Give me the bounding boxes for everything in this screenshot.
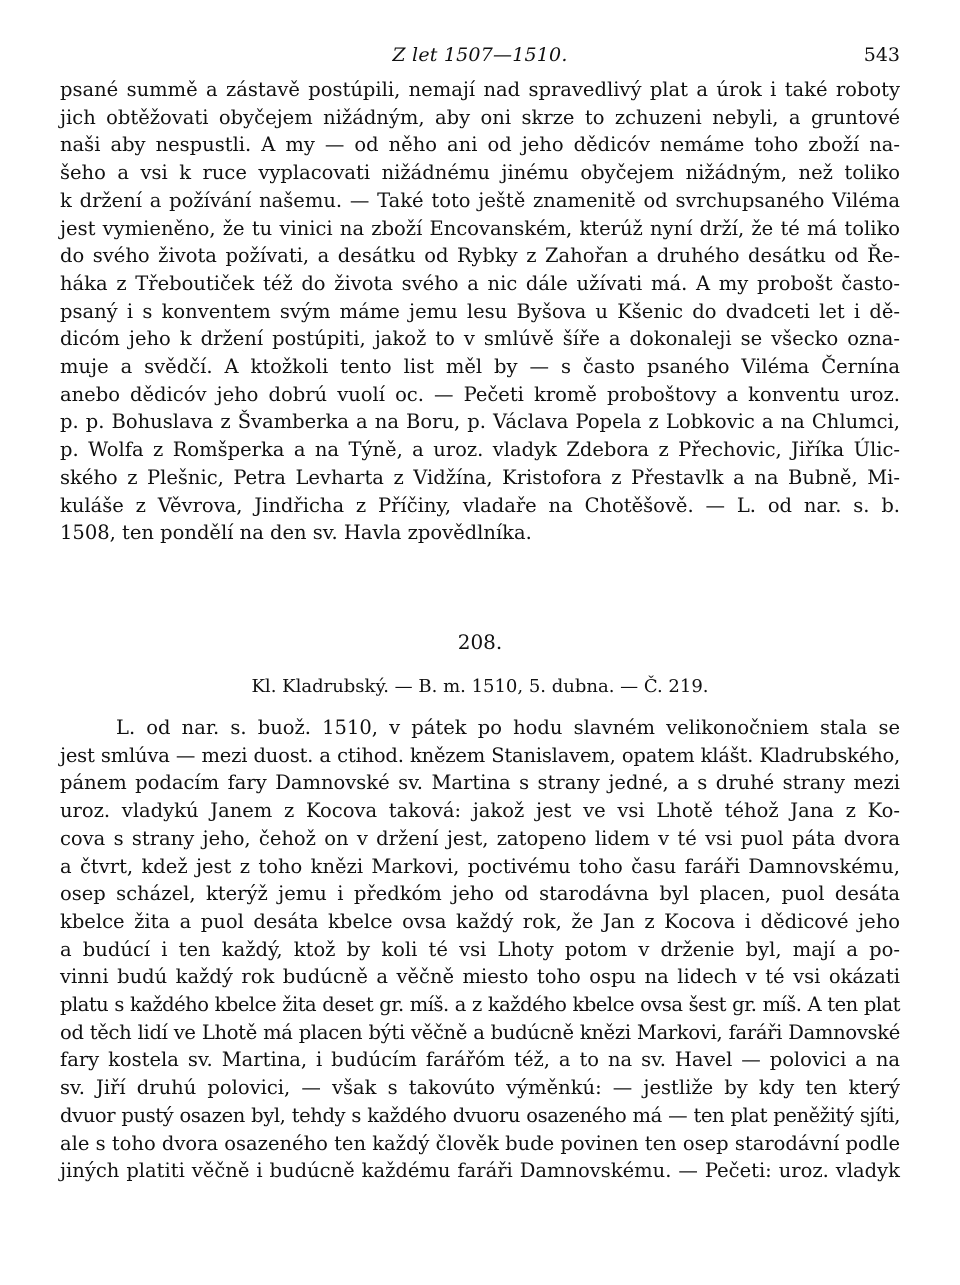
text-line: ale s toho dvora osazeného ten každý člověk bude povinen ten osep starodávní podle (60, 1131, 900, 1155)
text-line: muje a svědčí. A ktožkoli tento list měl by — s často psaného Viléma Černína (60, 355, 900, 379)
text-line: kbelce žita a puol desáta kbelce ovsa každý rok, že Jan z Kocova i dědicové jeho (60, 909, 900, 933)
text-line: sv. Jiří druhú polovici, — však s takovúto výměnkú: — jestliže by kdy ten který (60, 1076, 900, 1100)
text-line: jest vymieněno, že tu vinici na zboží Encovanském, kterúž nyní drží, že té má toliko (60, 216, 900, 240)
text-line: jiných platiti věčně i budúcně každému faráři Damnovskému. — Pečeti: uroz. vladyk (60, 1159, 900, 1183)
document-regest: Kl. Kladrubský. — B. m. 1510, 5. dubna. — Č. 219. (251, 676, 709, 697)
text-line: jich obtěžovati obyčejem nižádným, aby oni skrze to zchuzeni nebyli, a gruntové (60, 105, 900, 129)
text-line: anebo dědicóv jeho dobrú vuolí oc. — Pečeti kromě proboštovy a konventu uroz. (60, 382, 900, 406)
text-line: fary kostela sv. Martina, i budúcím farářóm též, a to na sv. Havel — polovici a na (60, 1048, 900, 1072)
text-line: uroz. vladykú Janem z Kocova taková: jakož jest ve vsi Lhotě téhož Jana z Ko- (60, 799, 900, 823)
text-line: a budúcí i ten každý, ktož by koli té vsi Lhoty potom v drženie byl, mají a po- (60, 937, 900, 961)
text-line: k držení a požívání našemu. — Také toto ještě znamenitě od svrchupsaného Viléma (60, 188, 900, 212)
text-line: dicóm jeho k držení postúpiti, jakož to v smlúvě šíře a dokonaleji se všecko ozna- (60, 327, 900, 351)
text-line: osep scházel, kterýž jemu i předkóm jeho od starodávna byl placen, puol desáta (60, 882, 900, 906)
text-line: vinni budú každý rok budúcně a věčně miesto toho ospu na lidech v té vsi okázati (60, 965, 900, 989)
text-line: kuláše z Věvrova, Jindřicha z Příčiny, vladaře na Chotěšově. — L. od nar. s. b. (60, 493, 900, 517)
text-line: platu s každého kbelce žita deset gr. míš. a z každého kbelce ovsa šest gr. míš. A ten plat (60, 993, 900, 1017)
text-line: háka z Třeboutiček též do života svého a nic dále užívati má. A my probošt často- (60, 271, 900, 295)
text-line: p. p. Bohuslava z Švamberka a na Boru, p. Václava Popela z Lobkovic a na Chlumci, (60, 410, 900, 434)
running-title: Z let 1507—1510. (392, 44, 568, 66)
text-line: od těch lidí ve Lhotě má placen býti věčně a budúcně knězi Markovi, faráři Damnovské (60, 1020, 900, 1044)
text-line: ského z Plešnic, Petra Levharta z Vidžína, Kristofora z Přestavlk a na Bubně, Mi- (60, 465, 900, 489)
text-line: a čtvrt, kdež jest z toho knězi Markovi, poctivému toho času faráři Damnovskému, (60, 854, 900, 878)
text-line: L. od nar. s. buož. 1510, v pátek po hodu slavném velikonočniem stala se (116, 716, 900, 739)
text-line: psaný i s konventem svým máme jemu lesu Byšova u Kšenic do dvadceti let i dě- (60, 299, 900, 323)
document-text (60, 714, 900, 1185)
text-line: jest smlúva — mezi duost. a ctihod. knězem Stanislavem, opatem klášt. Kladrubského, (60, 743, 900, 767)
text-line: p. Wolfa z Romšperka a na Týně, a uroz. vladyk Zdebora z Přechovic, Jiříka Úlic- (60, 438, 900, 462)
page-number: 543 (863, 44, 900, 66)
text-line: šeho a vsi k ruce vyplacovati nižádnému jinému obyčejem nižádným, než toliko (60, 161, 900, 185)
page-header (60, 44, 900, 74)
text-line: pánem podacím fary Damnovské sv. Martina s strany jedné, a s druhé strany mezi (60, 771, 900, 795)
paragraph-continuation (60, 76, 900, 547)
text-line: do svého života požívati, a desátku od Rybky z Zahořan a druhého desátku od Ře- (60, 244, 900, 268)
document-number: 208. (457, 630, 503, 654)
text-line: cova s strany jeho, čehož on v držení jest, zatopeno lidem v té vsi puol páta dvora (60, 826, 900, 850)
text-line: naši aby nespustli. A my — od něho ani od jeho dědicóv nemáme toho zboží na- (60, 133, 900, 157)
text-line: psané summě a zástavě postúpili, nemají nad spravedlivý plat a úrok i také roboty (60, 78, 900, 101)
text-line: 1508, ten pondělí na den sv. Havla zpovědlníka. (60, 521, 532, 545)
text-line: dvuor pustý osazen byl, tehdy s každého dvuoru osazeného má — ten plat peněžitý sjíti, (60, 1103, 900, 1127)
